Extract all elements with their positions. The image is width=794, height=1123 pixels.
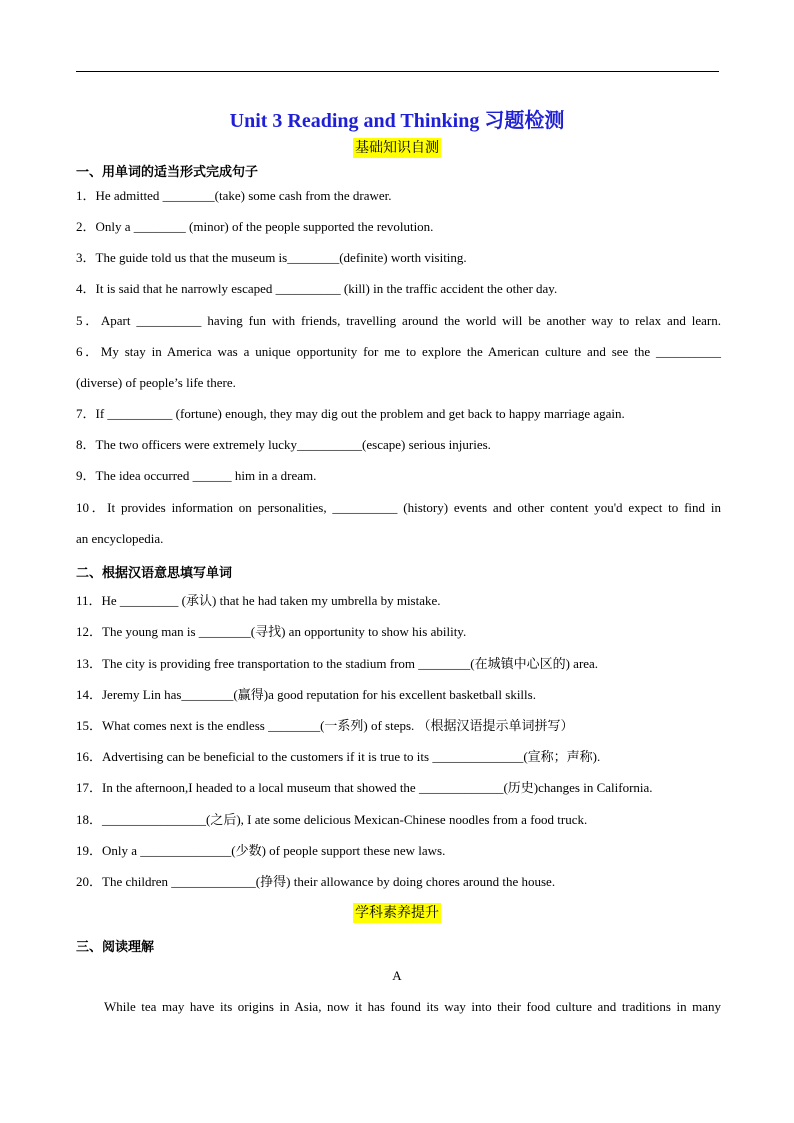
question-5: 5．Apart __________ having fun with friends, travelling around the world will be another way to relax and learn. bbox=[76, 313, 721, 328]
question-10-cont: an encyclopedia. bbox=[76, 531, 164, 546]
question-2: 2．Only a ________ (minor) of the people supported the revolution. bbox=[76, 219, 434, 234]
question-15: 15．What comes next is the endless ________(一系列) of steps. （根据汉语提示单词拼写） bbox=[76, 718, 574, 733]
question-8: 8．The two officers were extremely lucky__________(escape) serious injuries. bbox=[76, 437, 491, 452]
badge-literacy-improvement: 学科素养提升 bbox=[355, 905, 439, 921]
question-6: 6．My stay in America was a unique opportunity for me to explore the American culture and see the __________ bbox=[76, 344, 721, 359]
badge-literacy-wrap bbox=[0, 903, 794, 923]
question-6-cont: (diverse) of people’s life there. bbox=[76, 375, 236, 390]
question-10: 10．It provides information on personalities, __________ (history) events and other content you'd expect to find in bbox=[76, 500, 721, 515]
section-heading-3: 三、阅读理解 bbox=[76, 940, 155, 955]
badge-basic-knowledge: 基础知识自测 bbox=[355, 140, 439, 156]
passage-label: A bbox=[392, 968, 402, 983]
question-18: 18．________________(之后), I ate some delicious Mexican-Chinese noodles from a food truck. bbox=[76, 812, 588, 827]
question-20: 20．The children _____________(挣得) their allowance by doing chores around the house. bbox=[76, 874, 556, 889]
question-7: 7．If __________ (fortune) enough, they may dig out the problem and get back to happy marriage again. bbox=[76, 406, 625, 421]
page-title: Unit 3 Reading and Thinking 习题检测 bbox=[229, 110, 565, 132]
question-17: 17．In the afternoon,I headed to a local museum that showed the _____________(历史)changes in California. bbox=[76, 780, 653, 795]
header-rule bbox=[76, 71, 719, 72]
question-11: 11．He _________ (承认) that he had taken my umbrella by mistake. bbox=[76, 593, 441, 608]
question-19: 19．Only a ______________(少数) of people support these new laws. bbox=[76, 843, 446, 858]
question-14: 14．Jeremy Lin has________(赢得)a good reputation for his excellent basketball skills. bbox=[76, 687, 536, 702]
question-16: 16．Advertising can be beneficial to the customers if it is true to its ______________(宣称；声称). bbox=[76, 749, 601, 764]
passage-first-line: While tea may have its origins in Asia, now it has found its way into their food culture and traditions in many bbox=[104, 999, 721, 1014]
question-9: 9．The idea occurred ______ him in a dream. bbox=[76, 468, 317, 483]
question-13: 13．The city is providing free transportation to the stadium from ________(在城镇中心区的) area. bbox=[76, 656, 599, 671]
question-1: 1．He admitted ________(take) some cash from the drawer. bbox=[76, 188, 392, 203]
question-12: 12．The young man is ________(寻找) an opportunity to show his ability. bbox=[76, 624, 467, 639]
section-heading-2: 二、根据汉语意思填写单词 bbox=[76, 566, 233, 581]
question-4: 4．It is said that he narrowly escaped __________ (kill) in the traffic accident the other day. bbox=[76, 281, 558, 296]
badge-basic-wrap bbox=[0, 138, 794, 158]
question-3: 3．The guide told us that the museum is________(definite) worth visiting. bbox=[76, 250, 467, 265]
section-heading-1: 一、用单词的适当形式完成句子 bbox=[76, 165, 259, 180]
